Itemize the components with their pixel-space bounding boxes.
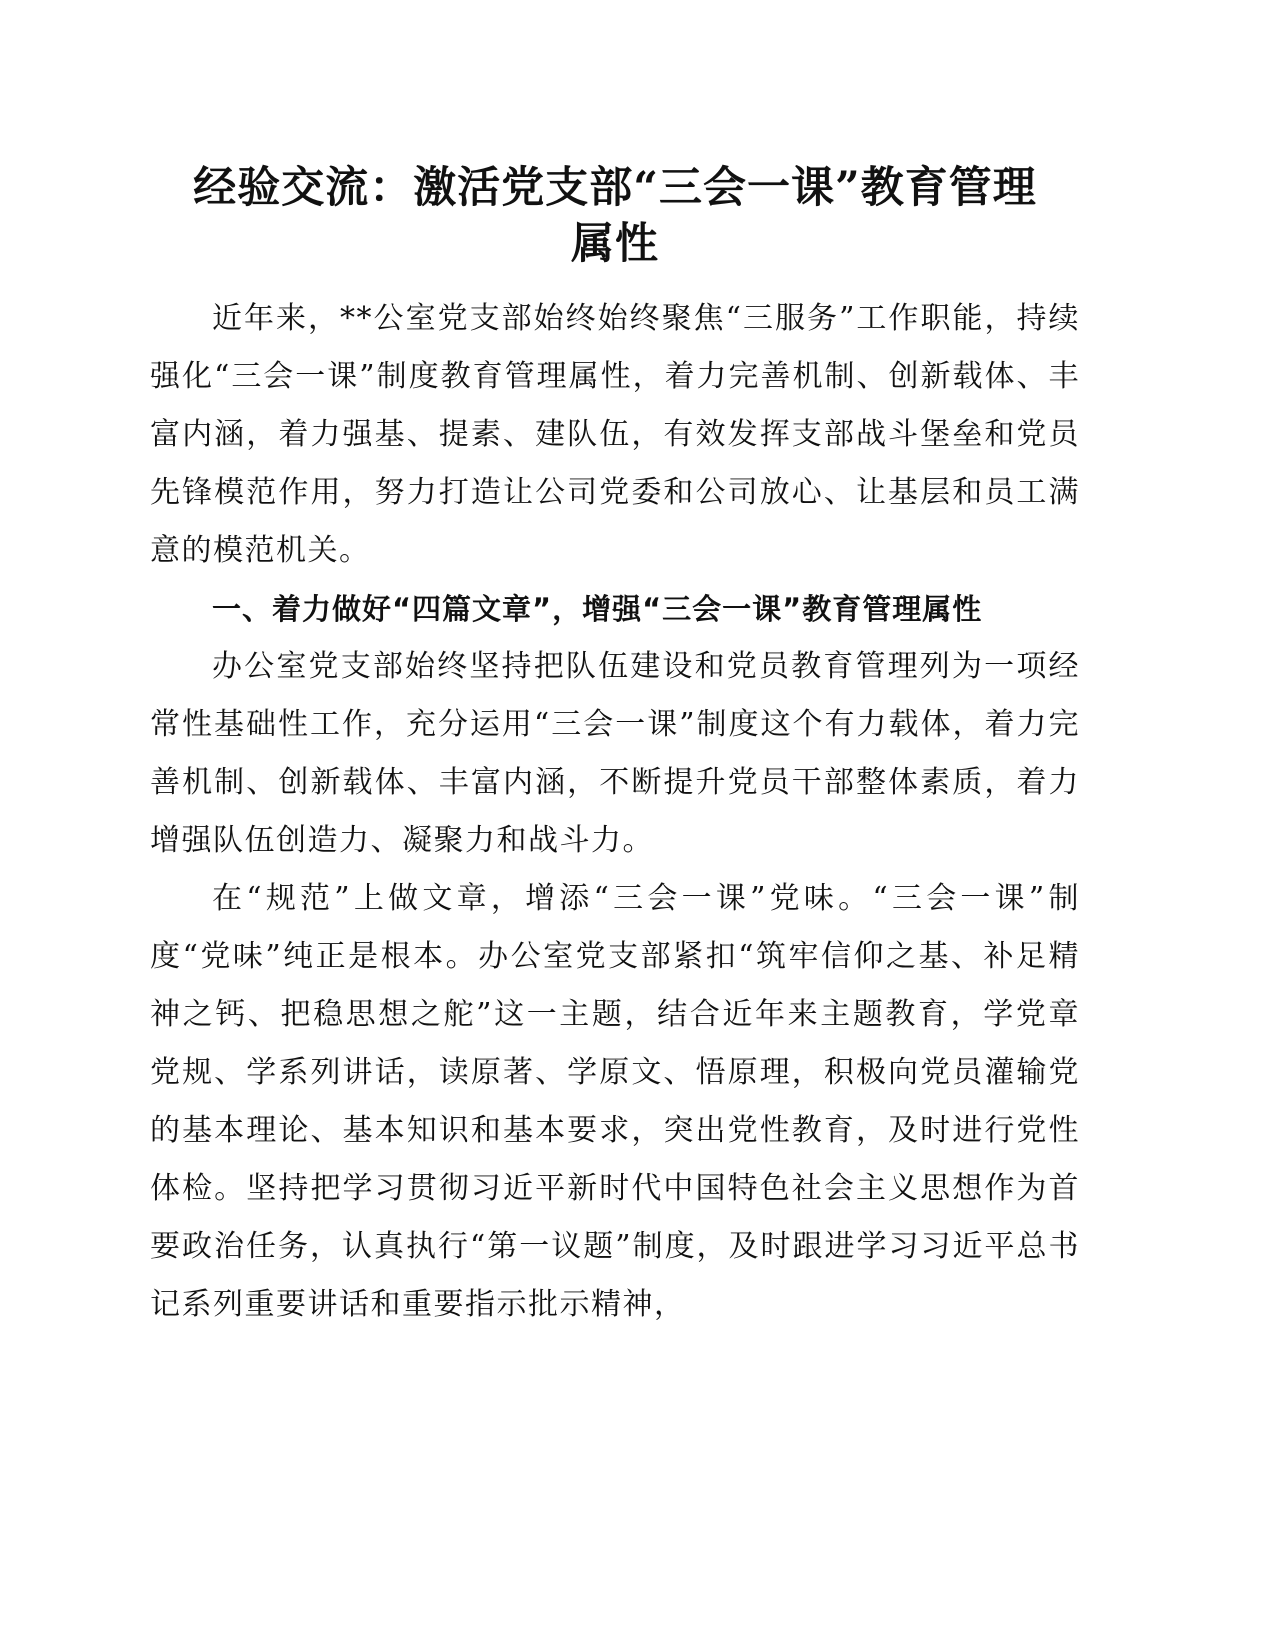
- title-line-1: 经验交流：激活党支部“三会一课”教育管理: [193, 163, 1037, 213]
- intro-paragraph: 近年来，**公室党支部始终始终聚焦“三服务”工作职能，持续强化“三会一课”制度教育管理属性，着力完善机制、创新载体、丰富内涵，着力强基、提素、建队伍，有效发挥支部战斗堡垒和党员先锋模范作用，努力打造让公司党委和公司放心、让基层和员工满意的模范机关。: [150, 301, 1080, 568]
- section1-paragraph-1: 办公室党支部始终坚持把队伍建设和党员教育管理列为一项经常性基础性工作，充分运用“三会一课”制度这个有力载体，着力完善机制、创新载体、丰富内涵，不断提升党员干部整体素质，着力增强队伍创造力、凝聚力和战斗力。: [150, 649, 1080, 858]
- document-page: [150, 160, 1080, 1334]
- section-heading-1: 一、着力做好“四篇文章”，增强“三会一课”教育管理属性: [212, 592, 983, 626]
- document-title: [130, 160, 1100, 272]
- section1-paragraph-2: 在“规范”上做文章，增添“三会一课”党味。“三会一课”制度“党味”纯正是根本。办公室党支部紧扣“筑牢信仰之基、补足精神之钙、把稳思想之舵”这一主题，结合近年来主题教育，学党章党规、学系列讲话，读原著、学原文、悟原理，积极向党员灌输党的基本理论、基本知识和基本要求，突出党性教育，及时进行党性体检。坚持把学习贯彻习近平新时代中国特色社会主义思想作为首要政治任务，认真执行“第一议题”制度，及时跟进学习习近平总书记系列重要讲话和重要指示批示精神，: [150, 881, 1080, 1322]
- title-line-2: 属性: [571, 219, 659, 269]
